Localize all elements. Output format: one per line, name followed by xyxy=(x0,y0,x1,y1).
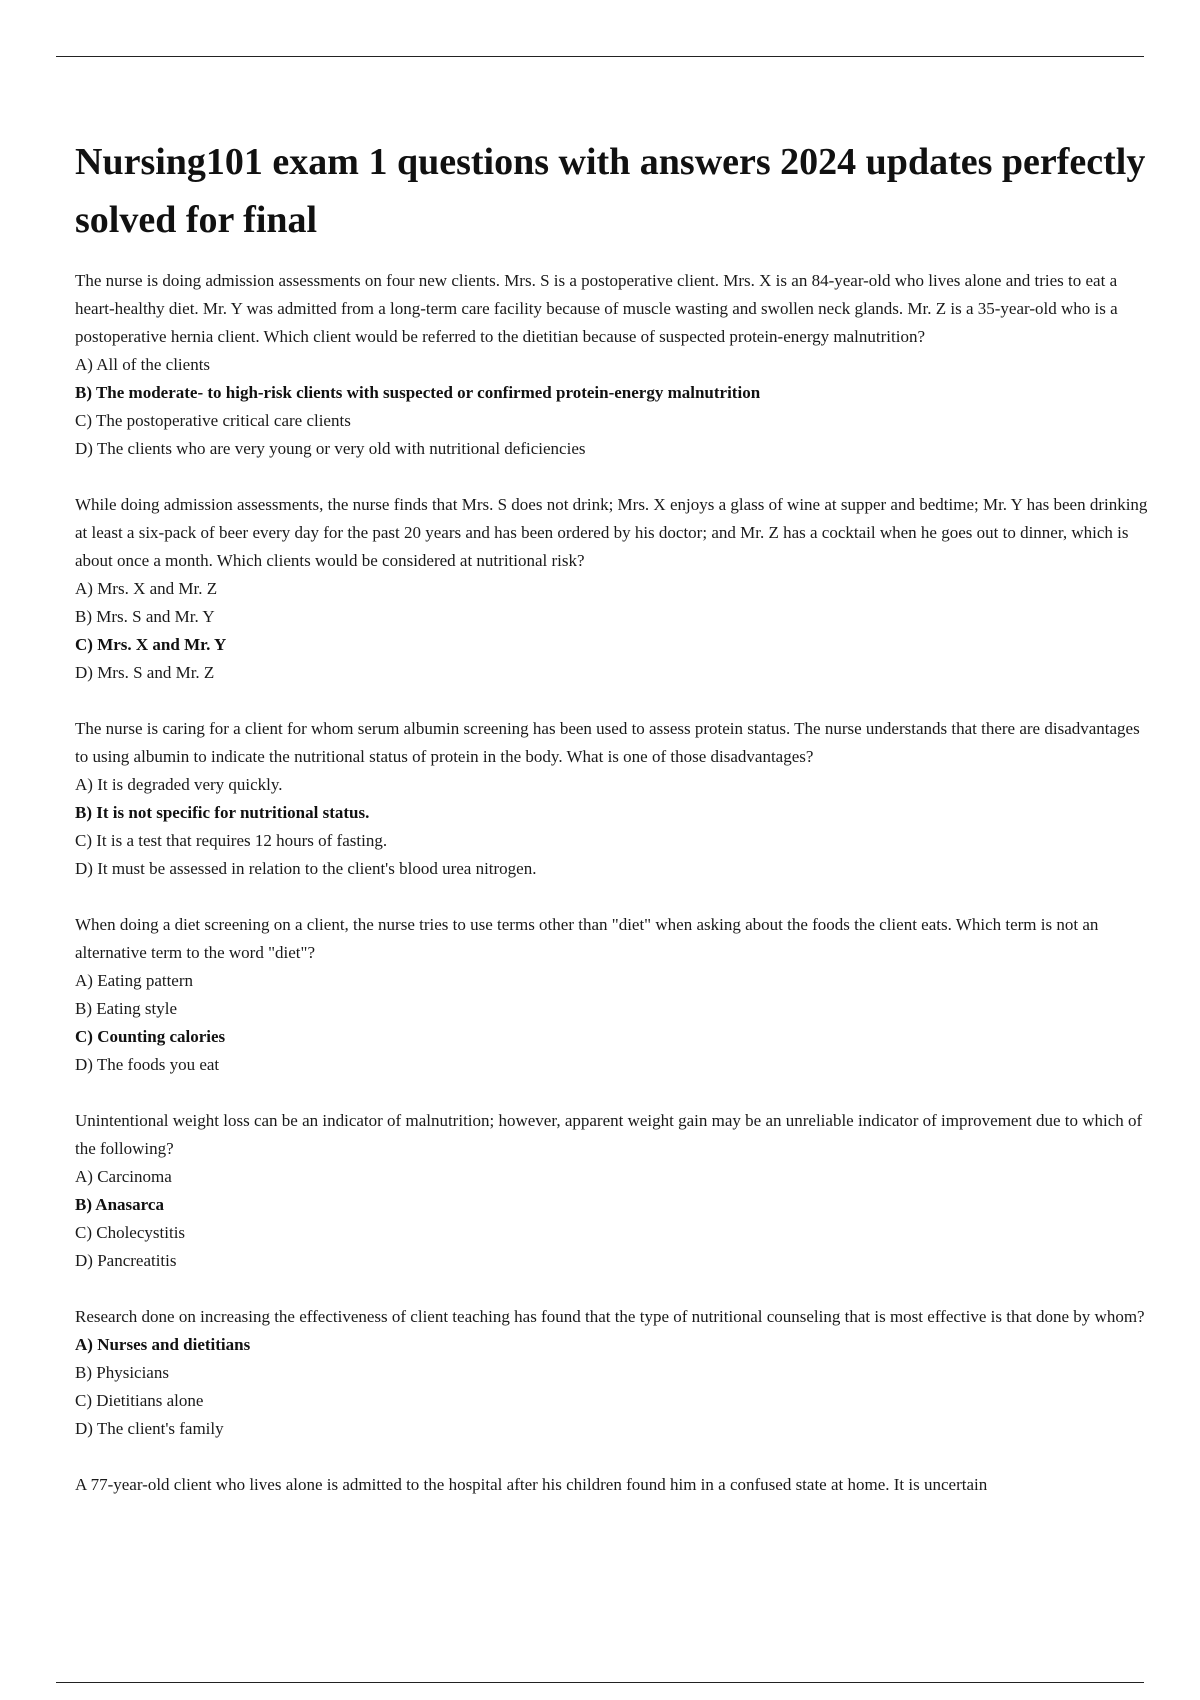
question-text: When doing a diet screening on a client, the nurse tries to use terms other than "diet" when asking about the foods the client eats. Which term is not an alternative term to the word "diet"? xyxy=(75,915,1099,962)
question-item xyxy=(75,1303,1155,1443)
answer-option: C) The postoperative critical care clients xyxy=(75,411,351,430)
correct-answer-option: C) Counting calories xyxy=(75,1027,226,1046)
answer-options xyxy=(75,967,1155,1079)
question-list xyxy=(75,267,1155,1499)
document-body xyxy=(75,133,1155,1527)
answer-option: B) Eating style xyxy=(75,999,177,1018)
question-item xyxy=(75,911,1155,1079)
answer-options xyxy=(75,1331,1155,1443)
answer-options xyxy=(75,351,1155,463)
answer-options xyxy=(75,575,1155,687)
answer-option: D) Pancreatitis xyxy=(75,1251,177,1270)
answer-option: D) Mrs. S and Mr. Z xyxy=(75,663,215,682)
bottom-rule xyxy=(56,1682,1144,1683)
question-item xyxy=(75,1107,1155,1275)
answer-option: D) The clients who are very young or very old with nutritional deficiencies xyxy=(75,439,586,458)
question-text: While doing admission assessments, the nurse finds that Mrs. S does not drink; Mrs. X enjoys a glass of wine at supper and bedtime; Mr. Y has been drinking at least a six-pack of beer every day for the past 20 years and has been ordered by his doctor; and Mr. Z has a cocktail when he goes out to dinner, which is about once a month. Which clients would be considered at nutritional risk? xyxy=(75,495,1148,570)
answer-option: D) The client's family xyxy=(75,1419,224,1438)
answer-option: B) Physicians xyxy=(75,1363,169,1382)
question-item xyxy=(75,491,1155,687)
question-item xyxy=(75,1471,1155,1499)
question-text: The nurse is doing admission assessments on four new clients. Mrs. S is a postoperative client. Mrs. X is an 84-year-old who lives alone and tries to eat a heart-healthy diet. Mr. Y was admitted from a long-term care facility because of muscle wasting and swollen neck glands. Mr. Z is a 35-year-old who is a postoperative hernia client. Which client would be referred to the dietitian because of suspected protein-energy malnutrition? xyxy=(75,271,1118,346)
answer-option: A) It is degraded very quickly. xyxy=(75,775,283,794)
top-rule xyxy=(56,56,1144,57)
correct-answer-option: B) Anasarca xyxy=(75,1195,164,1214)
answer-option: C) It is a test that requires 12 hours of fasting. xyxy=(75,831,388,850)
question-text: A 77-year-old client who lives alone is admitted to the hospital after his children found him in a confused state at home. It is uncertain xyxy=(75,1475,988,1494)
answer-option: B) Mrs. S and Mr. Y xyxy=(75,607,215,626)
page-title: Nursing101 exam 1 questions with answers 2024 updates perfectly solved for final xyxy=(75,141,1146,241)
answer-option: D) The foods you eat xyxy=(75,1055,220,1074)
correct-answer-option: A) Nurses and dietitians xyxy=(75,1335,251,1354)
answer-options xyxy=(75,1163,1155,1275)
question-text: Unintentional weight loss can be an indicator of malnutrition; however, apparent weight gain may be an unreliable indicator of improvement due to which of the following? xyxy=(75,1111,1143,1158)
answer-option: C) Dietitians alone xyxy=(75,1391,204,1410)
answer-option: A) Eating pattern xyxy=(75,971,194,990)
answer-option: A) Carcinoma xyxy=(75,1167,172,1186)
correct-answer-option: C) Mrs. X and Mr. Y xyxy=(75,635,227,654)
question-item xyxy=(75,715,1155,883)
answer-options xyxy=(75,771,1155,883)
question-item xyxy=(75,267,1155,463)
correct-answer-option: B) It is not specific for nutritional status. xyxy=(75,803,370,822)
answer-option: A) Mrs. X and Mr. Z xyxy=(75,579,218,598)
correct-answer-option: B) The moderate- to high-risk clients with suspected or confirmed protein-energy malnutrition xyxy=(75,383,761,402)
answer-option: C) Cholecystitis xyxy=(75,1223,186,1242)
answer-option: A) All of the clients xyxy=(75,355,211,374)
question-text: The nurse is caring for a client for whom serum albumin screening has been used to assess protein status. The nurse understands that there are disadvantages to using albumin to indicate the nutritional status of protein in the body. What is one of those disadvantages? xyxy=(75,719,1140,766)
question-text: Research done on increasing the effectiveness of client teaching has found that the type of nutritional counseling that is most effective is that done by whom? xyxy=(75,1307,1145,1326)
answer-option: D) It must be assessed in relation to the client's blood urea nitrogen. xyxy=(75,859,537,878)
